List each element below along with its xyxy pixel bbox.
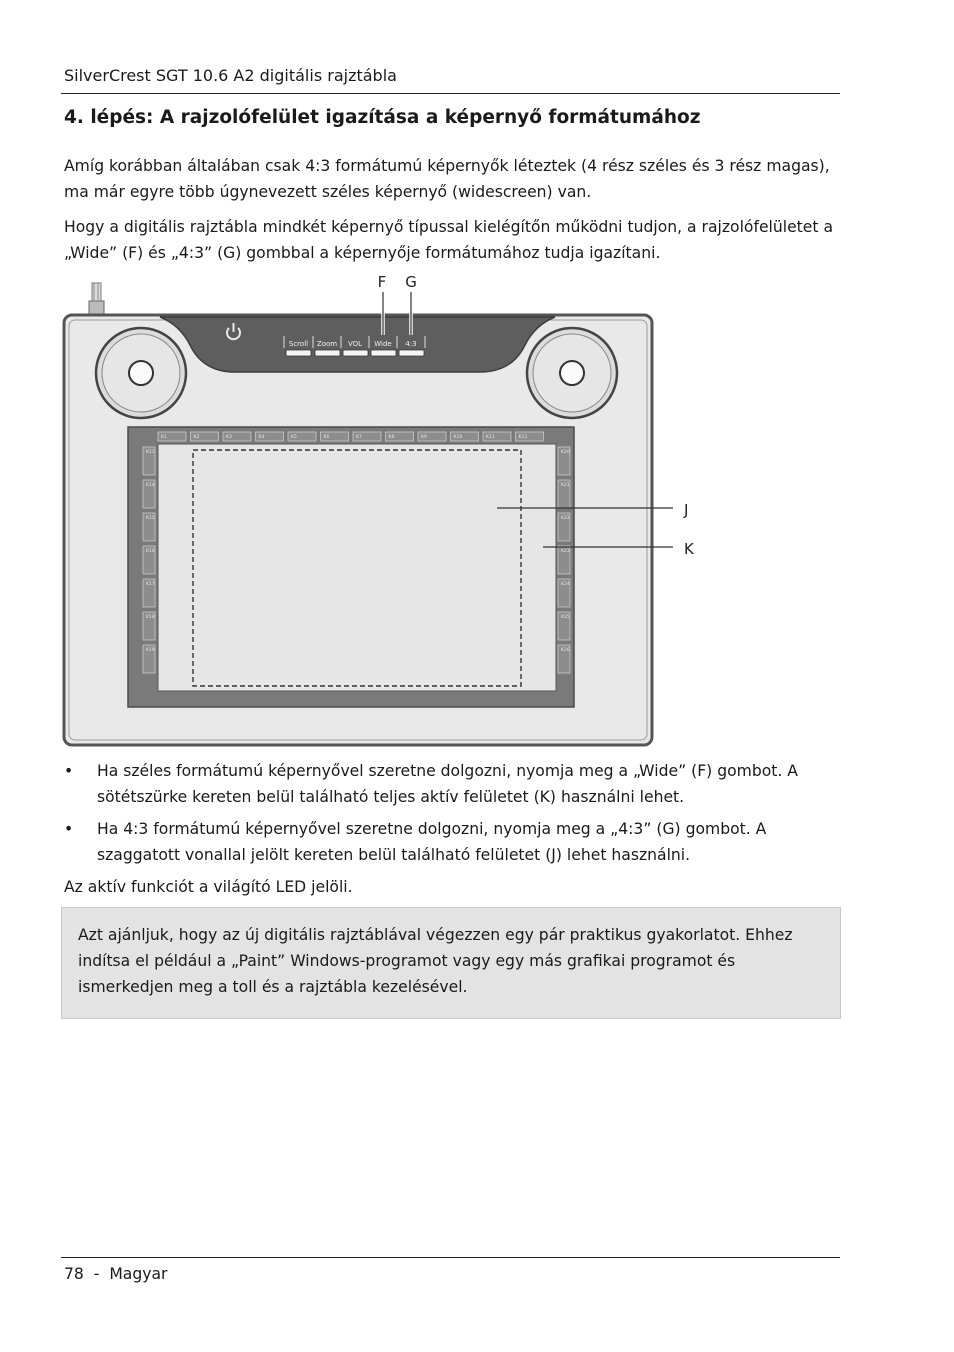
callout-f: F bbox=[377, 273, 387, 291]
callout-k: K bbox=[684, 540, 694, 558]
hotkey-label: K11 bbox=[486, 435, 495, 440]
hotkey-label: K15 bbox=[146, 516, 155, 521]
hotkey-label: K24 bbox=[561, 582, 570, 587]
hotkey-label: K10 bbox=[453, 435, 463, 440]
wide-button-label: Wide bbox=[374, 340, 392, 348]
hotkey-label: K14 bbox=[146, 483, 155, 488]
ratio-button bbox=[399, 350, 424, 356]
format-line: Hogy a digitális rajztábla mindkét képernyő típussal kielégítőn működni tudjon, a rajzolófelületet a bbox=[64, 218, 834, 236]
section-heading: 4. lépés: A rajzolófelület igazítása a képernyő formátumához bbox=[64, 107, 701, 128]
footer-language: Magyar bbox=[109, 1265, 168, 1283]
hotkey-label: K19 bbox=[146, 648, 155, 653]
hotkey-label: K17 bbox=[146, 582, 155, 587]
hotkey-label: K2 bbox=[193, 435, 200, 440]
footer-separator: - bbox=[93, 1265, 100, 1283]
intro-paragraph bbox=[64, 153, 844, 205]
hotkey-label: K18 bbox=[146, 615, 155, 620]
bullet-symbol: • bbox=[64, 762, 74, 780]
hotkey-label: K22 bbox=[561, 516, 570, 521]
wide-button bbox=[371, 350, 396, 356]
hotkey-label: K12 bbox=[518, 435, 528, 440]
bullet-line: sötétszürke kereten belül található teljes aktív felületet (K) használni lehet. bbox=[97, 788, 685, 806]
tip-line: ismerkedjen meg a toll és a rajztábla kezelésével. bbox=[78, 978, 468, 996]
page-footer bbox=[64, 1265, 167, 1283]
led-note: Az aktív funkciót a világító LED jelöli. bbox=[64, 878, 353, 896]
callout-g: G bbox=[405, 273, 417, 291]
intro-line: Amíg korábban általában csak 4:3 formátumú képernyők léteztek (4 rész széles és 3 rész magas), bbox=[64, 157, 830, 175]
hotkey-label: K21 bbox=[561, 483, 570, 488]
hotkey-label: K4 bbox=[258, 435, 265, 440]
right-hotkeys bbox=[558, 447, 570, 673]
tip-text bbox=[78, 922, 793, 1000]
callout-j: J bbox=[684, 501, 689, 519]
zoom-button bbox=[315, 350, 340, 356]
bullet-symbol: • bbox=[64, 820, 74, 838]
hotkey-label: K26 bbox=[561, 648, 570, 653]
hotkey-label: K25 bbox=[561, 615, 570, 620]
hotkey-label: K20 bbox=[561, 450, 570, 455]
hotkey-label: K7 bbox=[356, 435, 362, 440]
bullet-line: Ha széles formátumú képernyővel szeretne dolgozni, nyomja meg a „Wide” (F) gombot. A bbox=[97, 762, 798, 780]
vol-button bbox=[343, 350, 368, 356]
bullet-line: szaggatott vonallal jelölt kereten belül található felületet (J) lehet használni. bbox=[97, 846, 691, 864]
hotkey-label: K16 bbox=[146, 549, 155, 554]
bullet-text bbox=[97, 758, 798, 810]
hotkey-label: K9 bbox=[421, 435, 427, 440]
header-rule bbox=[61, 93, 840, 94]
tablet-figure bbox=[55, 268, 715, 753]
ratio-button-label: 4:3 bbox=[405, 340, 417, 348]
format-paragraph bbox=[64, 214, 844, 266]
tip-box bbox=[61, 907, 841, 1019]
left-hotkeys bbox=[143, 447, 155, 673]
hotkey-label: K3 bbox=[226, 435, 232, 440]
bullet-line: Ha 4:3 formátumú képernyővel szeretne dolgozni, nyomja meg a „4:3” (G) gombot. A bbox=[97, 820, 767, 838]
footer-rule bbox=[61, 1257, 840, 1258]
hotkey-label: K1 bbox=[161, 435, 167, 440]
hotkey-label: K5 bbox=[291, 435, 297, 440]
page-number: 78 bbox=[64, 1265, 84, 1283]
intro-line: ma már egyre több úgynevezett széles képernyő (widescreen) van. bbox=[64, 183, 592, 201]
hotkey-label: K23 bbox=[561, 549, 570, 554]
hotkey-label: K13 bbox=[146, 450, 155, 455]
format-line: „Wide” (F) és „4:3” (G) gombbal a képernyője formátumához tudja igazítani. bbox=[64, 244, 661, 262]
tip-line: indítsa el például a „Paint” Windows-programot vagy egy más grafikai programot és bbox=[78, 952, 736, 970]
tip-line: Azt ajánljuk, hogy az új digitális rajztáblával végezzen egy pár praktikus gyakorlatot. Ehhez bbox=[78, 926, 793, 944]
bullet-text bbox=[97, 816, 766, 868]
hotkey-label: K8 bbox=[388, 435, 395, 440]
usb-cable bbox=[89, 283, 104, 315]
right-dial bbox=[527, 328, 617, 418]
scroll-button bbox=[286, 350, 311, 356]
scroll-button-label: Scroll bbox=[288, 340, 309, 348]
zoom-button-label: Zoom bbox=[316, 340, 338, 348]
running-header: SilverCrest SGT 10.6 A2 digitális rajztábla bbox=[64, 66, 397, 85]
hotkey-label: K6 bbox=[323, 435, 330, 440]
left-dial bbox=[96, 328, 186, 418]
vol-button-label: VOL bbox=[347, 340, 363, 348]
